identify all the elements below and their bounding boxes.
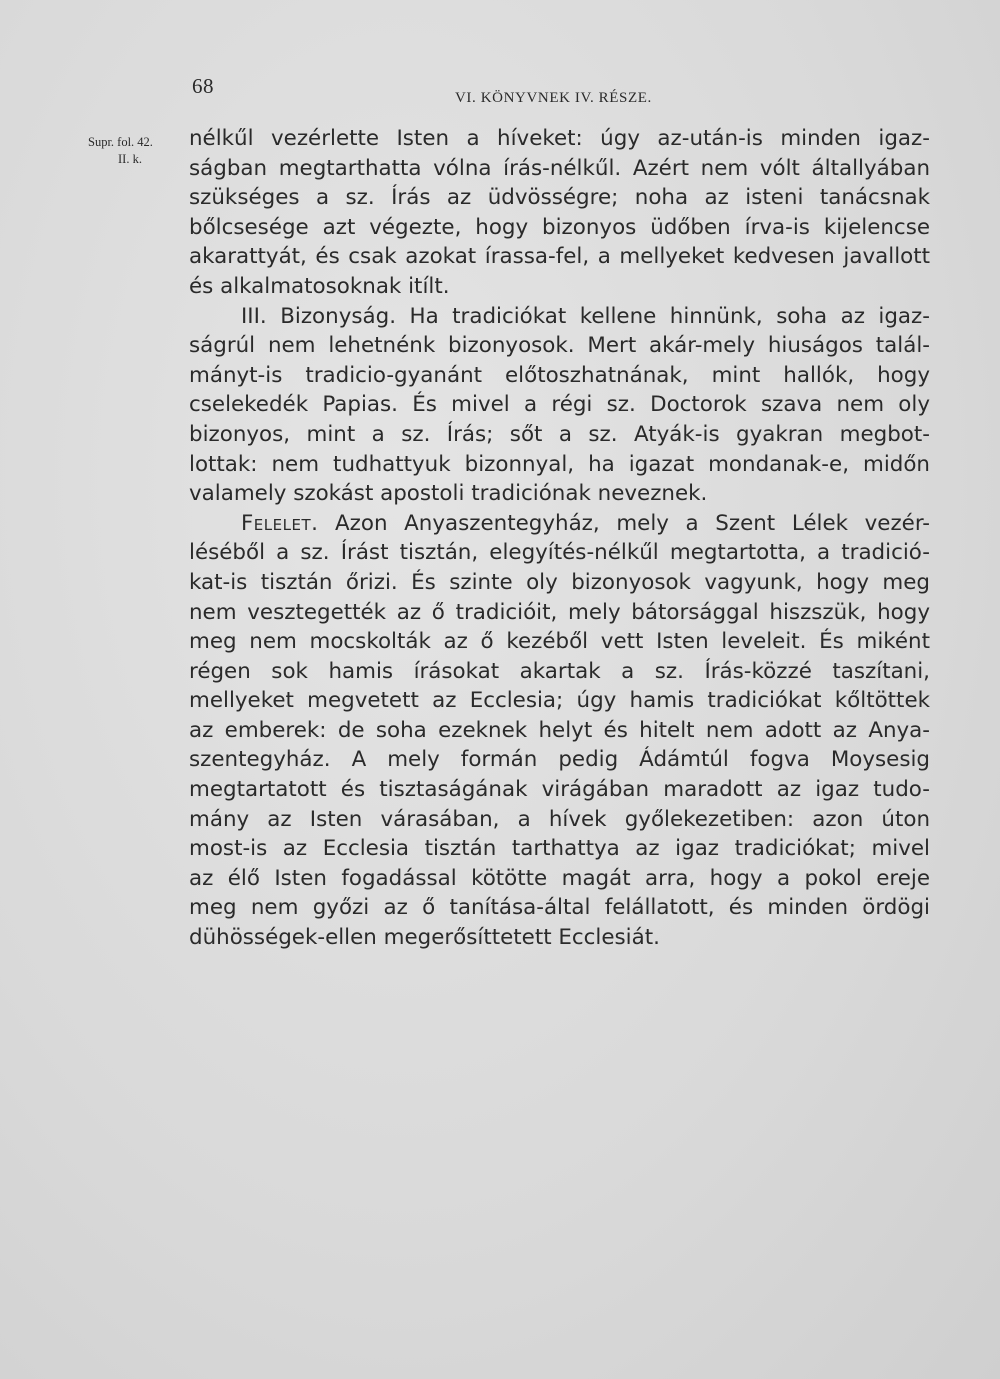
text-line: bizonyos, mint a sz. Írás; sőt a sz. Atyák-is gyakran megbot- (189, 421, 930, 447)
margin-note-line: II. k. (118, 152, 142, 166)
text-line: most-is az Ecclesia tisztán tarthattya az igaz tradiciókat; mivel (189, 836, 930, 862)
text-line (189, 509, 930, 539)
text-line: és alkalmatosoknak itílt. (189, 273, 450, 299)
text-line: III. Bizonyság. Ha tradiciókat kellene hinnünk, soha az igaz- (241, 303, 930, 329)
text-line: meg nem győzi az ő tanítása-által felállatott, és minden ördögi (189, 895, 930, 921)
text-line: bőlcsesége azt végezte, hogy bizonyos üdőben írva-is kijelencse (189, 214, 930, 240)
text-line: szükséges a sz. Írás az üdvösségre; noha az isteni tanácsnak (189, 185, 930, 211)
text-line: mány az Isten várasában, a hívek győlekezetiben: azon úton (189, 806, 930, 832)
text-line: megtartatott és tisztaságának virágában maradott az igaz tudo- (189, 777, 930, 803)
paragraph-3 (189, 509, 930, 953)
paragraph-2 (189, 302, 930, 509)
text-line: valamely szokást apostoli tradiciónak neveznek. (189, 481, 708, 507)
body-text (189, 124, 930, 953)
text-line: nélkűl vezérlette Isten a híveket: úgy az-után-is minden igaz- (189, 126, 930, 151)
text-line: akarattyát, és csak azokat írassa-fel, a mellyeket kedvesen javallott (189, 244, 930, 270)
text-line: ságban megtarthatta vólna írás-nélkűl. Azért nem vólt általlyában (189, 155, 930, 181)
text-run: Azon Anyaszentegyház, mely a Szent Lélek vezér- (318, 510, 930, 536)
text-line: mányt-is tradicio-gyanánt előtoszhatnának, mint hallók, hogy (189, 362, 930, 388)
margin-note (88, 134, 188, 168)
answer-label: Felelet. (241, 510, 319, 536)
text-line: kat-is tisztán őrizi. És szinte oly bizonyosok vagyunk, hogy meg (189, 569, 930, 595)
paragraph-1 (189, 124, 930, 302)
text-line: lottak: nem tudhattyuk bizonnyal, ha igazat mondanak-e, midőn (189, 451, 930, 477)
text-line: dühösségek-ellen megerősíttetett Ecclesiát. (189, 925, 660, 951)
text-line: cselekedék Papias. És mivel a régi sz. Doctorok szava nem oly (189, 392, 930, 418)
running-head: VI. KÖNYVNEK IV. RÉSZE. (455, 90, 652, 106)
text-line: léséből a sz. Írást tisztán, elegyítés-nélkűl megtartotta, a tradició- (189, 540, 930, 566)
text-line: régen sok hamis írásokat akartak a sz. Írás-közzé taszítani, (189, 658, 930, 684)
text-line: meg nem mocskolták az ő kezéből vett Isten leveleit. És miként (189, 629, 930, 655)
margin-note-line: Supr. fol. 42. (88, 135, 153, 149)
text-line: mellyeket megvetett az Ecclesia; úgy hamis tradiciókat kőltöttek (189, 688, 930, 714)
text-line: az emberek: de soha ezeknek helyt és hitelt nem adott az Anya- (189, 717, 930, 743)
text-line: az élő Isten fogadással kötötte magát arra, hogy a pokol ereje (189, 865, 930, 891)
text-line: szentegyház. A mely formán pedig Ádámtúl fogva Moysesig (189, 747, 930, 773)
text-line: nem vesztegették az ő tradicióit, mely bátorsággal hiszszük, hogy (189, 599, 930, 625)
text-line: ságrúl nem lehetnénk bizonyosok. Mert akár-mely hiuságos talál- (189, 333, 930, 359)
page-number: 68 (192, 74, 214, 98)
